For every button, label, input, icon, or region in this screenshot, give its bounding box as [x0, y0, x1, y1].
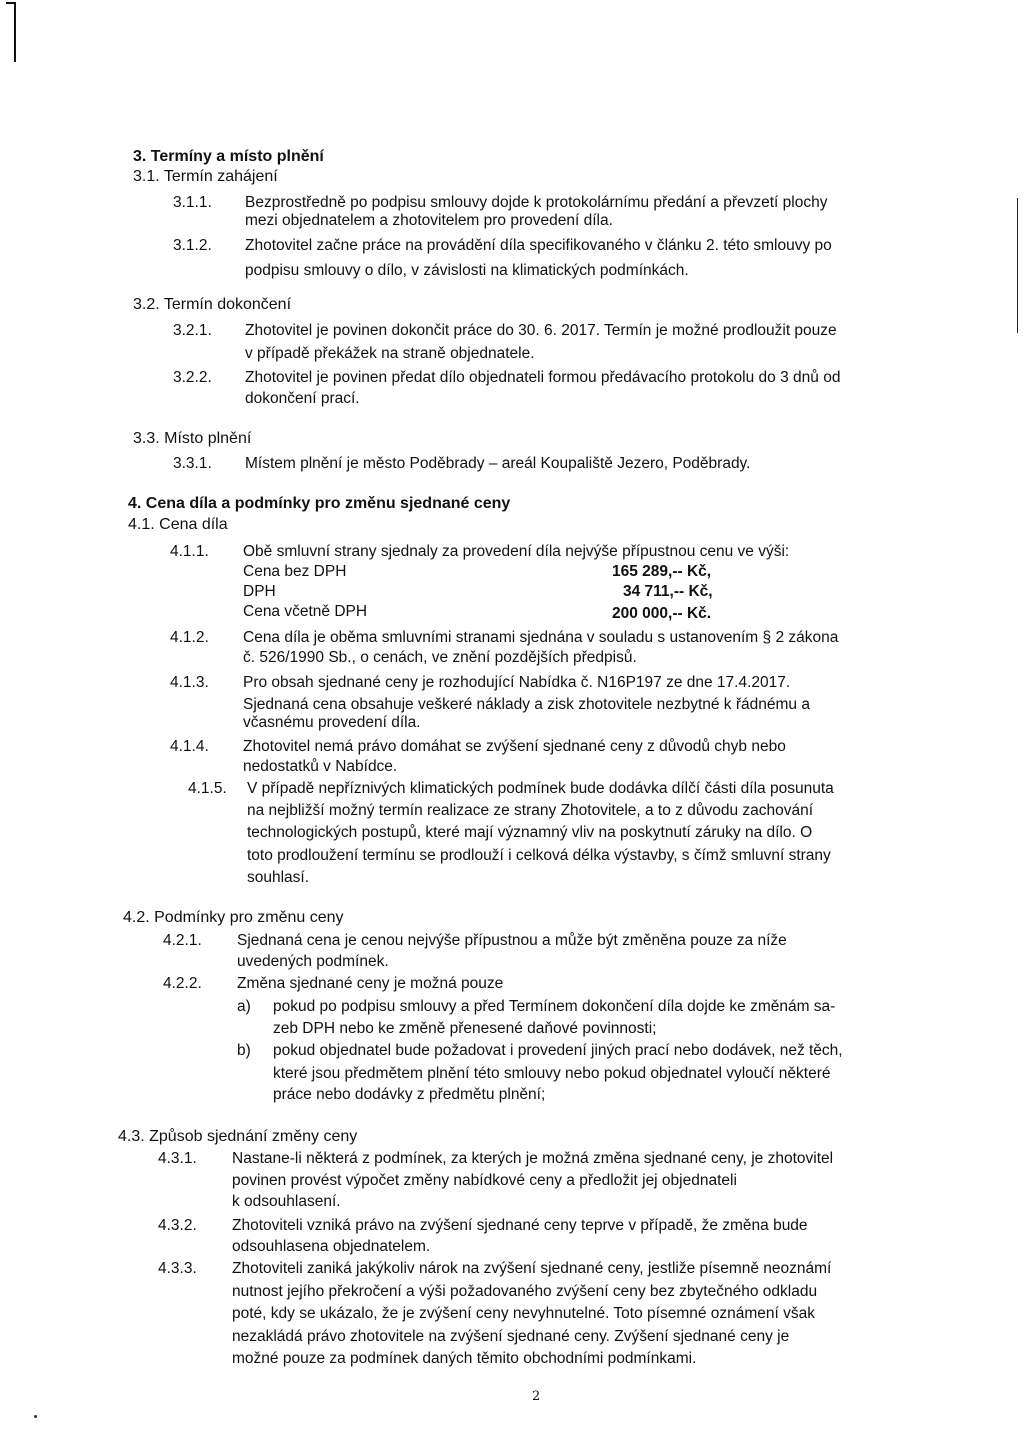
- item-text-line: Místem plnění je město Poděbrady – areál Koupaliště Jezero, Poděbrady.: [245, 455, 751, 472]
- section-3-3-heading: 3.3. Místo plnění: [133, 430, 252, 447]
- item-text-line: Zhotovitel je povinen předat dílo objednateli formou předávacího protokolu do 3 dnů od: [245, 369, 841, 386]
- item-number: 4.1.5.: [188, 780, 227, 797]
- section-4-3-heading: 4.3. Způsob sjednání změny ceny: [118, 1128, 358, 1145]
- list-marker: a): [237, 998, 251, 1015]
- price-label: DPH: [243, 583, 276, 600]
- price-label: Cena včetně DPH: [243, 603, 368, 620]
- item-text-line: nezakládá právo zhotovitele na zvýšení sjednané ceny. Zvýšení sjednané ceny je: [232, 1328, 790, 1345]
- item-text-line: Bezprostředně po podpisu smlouvy dojde k protokolárnímu předání a převzetí plochy: [245, 194, 828, 211]
- item-number: 4.1.2.: [170, 629, 209, 646]
- section-4-2-heading: 4.2. Podmínky pro změnu ceny: [123, 909, 344, 926]
- item-text-line: Sjednaná cena je cenou nejvýše přípustnou a může být změněna pouze za níže: [237, 932, 787, 949]
- page-number: 2: [532, 1389, 541, 1404]
- item-number: 3.1.1.: [173, 194, 212, 211]
- item-text-line: Cena díla je oběma smluvními stranami sjednána v souladu s ustanovením § 2 zákona: [243, 629, 839, 646]
- item-text-line: v případě překážek na straně objednatele.: [245, 345, 535, 362]
- section-4-heading: 4. Cena díla a podmínky pro změnu sjednané ceny: [128, 495, 511, 512]
- item-text-line: nedostatků v Nabídce.: [243, 758, 398, 775]
- item-text-line: možné pouze za podmínek daných těmito obchodními podmínkami.: [232, 1350, 697, 1367]
- section-3-heading: 3. Termíny a místo plnění: [133, 148, 324, 165]
- item-number: 3.2.1.: [173, 322, 212, 339]
- item-text-line: Sjednaná cena obsahuje veškeré náklady a zisk zhotovitele nezbytné k řádnému a: [243, 696, 810, 713]
- item-number: 4.3.1.: [158, 1150, 197, 1167]
- scan-edge-mark: [1017, 198, 1018, 333]
- item-text-line: Pro obsah sjednané ceny je rozhodující Nabídka č. N16P197 ze dne 17.4.2017.: [243, 674, 791, 691]
- list-item-line: zeb DPH nebo ke změně přenesené daňové povinnosti;: [273, 1020, 657, 1037]
- item-text-line: č. 526/1990 Sb., o cenách, ve znění pozdějších předpisů.: [243, 649, 637, 666]
- price-value: 200 000,-- Kč.: [612, 605, 712, 622]
- item-text-line: mezi objednatelem a zhotovitelem pro provedení díla.: [245, 212, 613, 229]
- scan-dot: [34, 1415, 37, 1418]
- item-text-line: Zhotovitel začne práce na provádění díla specifikovaného v článku 2. této smlouvy po: [245, 237, 832, 254]
- item-number: 4.3.3.: [158, 1260, 197, 1277]
- item-text-line: k odsouhlasení.: [232, 1193, 341, 1210]
- item-text-line: Nastane-li některá z podmínek, za kterých je možná změna sjednané ceny, je zhotovitel: [232, 1150, 834, 1167]
- item-number: 4.3.2.: [158, 1217, 197, 1234]
- item-text-line: uvedených podmínek.: [237, 953, 389, 970]
- item-text-line: technologických postupů, které mají významný vliv na poskytnutí záruky na dílo. O: [247, 824, 813, 841]
- item-text-line: na nejbližší možný termín realizace ze strany Zhotovitele, a to z důvodu zachování: [247, 802, 814, 819]
- price-value: 165 289,-- Kč,: [612, 563, 712, 580]
- item-number: 4.2.1.: [163, 932, 202, 949]
- item-text-line: Zhotovitel nemá právo domáhat se zvýšení sjednané ceny z důvodů chyb nebo: [243, 738, 786, 755]
- item-number: 4.1.1.: [170, 543, 209, 560]
- section-4-1-heading: 4.1. Cena díla: [128, 516, 228, 533]
- item-number: 3.1.2.: [173, 237, 212, 254]
- item-text-line: nutnost jejího překročení a výši požadovaného zvýšení ceny bez zbytečného odkladu: [232, 1283, 818, 1300]
- item-number: 4.1.4.: [170, 738, 209, 755]
- list-item-line: pokud objednatel bude požadovat i provedení jiných prací nebo dodávek, než těch,: [273, 1042, 843, 1059]
- item-text-line: Zhotoviteli zaniká jakýkoliv nárok na zvýšení sjednané ceny, jestliže písemně neoznámí: [232, 1260, 832, 1277]
- section-3-1-heading: 3.1. Termín zahájení: [133, 168, 278, 185]
- item-number: 4.1.3.: [170, 674, 209, 691]
- item-text-line: odsouhlasena objednatelem.: [232, 1238, 431, 1255]
- list-item-line: které jsou předmětem plnění této smlouvy nebo pokud objednatel vyloučí některé: [273, 1065, 831, 1082]
- item-text-line: Zhotoviteli vzniká právo na zvýšení sjednané ceny teprve v případě, že změna bude: [232, 1217, 808, 1234]
- item-number: 4.2.2.: [163, 975, 202, 992]
- item-number: 3.3.1.: [173, 455, 212, 472]
- list-item-line: pokud po podpisu smlouvy a před Termínem dokončení díla dojde ke změnám sa-: [273, 998, 836, 1015]
- scan-corner-mark: [14, 2, 16, 62]
- price-label: Cena bez DPH: [243, 563, 347, 580]
- item-text-line: včasnému provedení díla.: [243, 714, 421, 731]
- item-text-line: V případě nepříznivých klimatických podmínek bude dodávka dílčí části díla posunuta: [247, 780, 834, 797]
- item-text-line: Zhotovitel je povinen dokončit práce do 30. 6. 2017. Termín je možné prodloužit pouze: [245, 322, 837, 339]
- item-text-line: poté, kdy se ukázalo, že je zvýšení ceny nevyhnutelné. Toto písemné oznámení však: [232, 1305, 816, 1322]
- price-value: 34 711,-- Kč,: [623, 583, 713, 600]
- item-text-line: Změna sjednané ceny je možná pouze: [237, 975, 504, 992]
- scan-corner-mark-top: [6, 2, 16, 4]
- item-number: 3.2.2.: [173, 369, 212, 386]
- list-marker: b): [237, 1042, 251, 1059]
- item-text-line: dokončení prací.: [245, 390, 360, 407]
- item-text-line: toto prodloužení termínu se prodlouží i celková délka výstavby, s čímž smluvní strany: [247, 847, 831, 864]
- list-item-line: práce nebo dodávky z předmětu plnění;: [273, 1086, 546, 1103]
- item-text-line: povinen provést výpočet změny nabídkové ceny a předložit jej objednateli: [232, 1172, 737, 1189]
- item-text-line: podpisu smlouvy o dílo, v závislosti na klimatických podmínkách.: [245, 262, 689, 279]
- item-text-line: souhlasí.: [247, 869, 310, 886]
- item-text-line: Obě smluvní strany sjednaly za provedení díla nejvýše přípustnou cenu ve výši:: [243, 543, 790, 560]
- section-3-2-heading: 3.2. Termín dokončení: [133, 296, 292, 313]
